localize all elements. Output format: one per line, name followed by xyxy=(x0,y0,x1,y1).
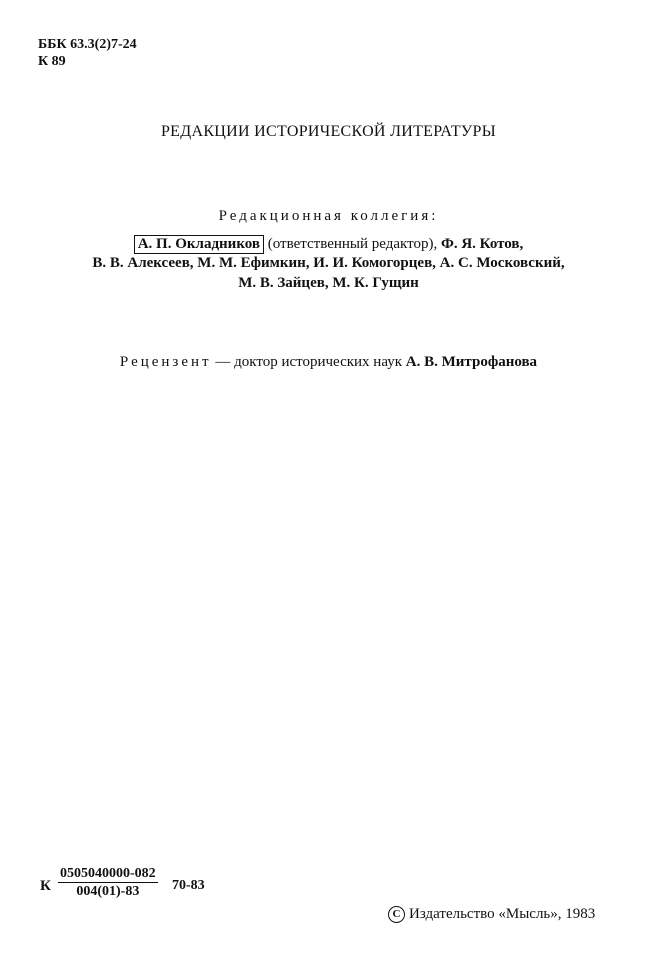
editorial-board-label: Редакционная коллегия: xyxy=(218,208,439,224)
reviewer-line xyxy=(0,354,657,371)
chief-editor-role: (ответственный редактор), xyxy=(267,236,438,252)
copyright-line xyxy=(388,906,595,923)
chief-editor-name: А. П. Окладников xyxy=(134,235,264,254)
department-heading: РЕДАКЦИИ ИСТОРИЧЕСКОЙ ЛИТЕРАТУРЫ xyxy=(160,123,496,140)
code-fraction xyxy=(58,866,158,901)
reviewer-label: Рецензент xyxy=(119,354,212,370)
copyright-icon: C xyxy=(388,906,405,923)
code-denominator: 004(01)-83 xyxy=(76,884,140,899)
editorial-board-line-1 xyxy=(0,235,657,254)
author-mark: К 89 xyxy=(38,54,66,69)
board-member-kotov: Ф. Я. Котов, xyxy=(440,236,524,252)
editorial-board-line-3: М. В. Зайцев, М. К. Гущин xyxy=(238,275,419,291)
reviewer-title: доктор исторических наук xyxy=(234,354,403,370)
code-numerator: 0505040000-082 xyxy=(60,866,156,881)
bbk-index: ББК 63.3(2)7-24 xyxy=(38,37,137,52)
code-tail: 70-83 xyxy=(172,878,205,893)
classification-block xyxy=(38,36,137,70)
editorial-board-line-2: В. В. Алексеев, М. М. Ефимкин, И. И. Комогорцев, А. С. Московский, xyxy=(92,255,565,271)
copyright-text: Издательство «Мысль», 1983 xyxy=(409,906,596,922)
reviewer-name: А. В. Митрофанова xyxy=(405,354,538,370)
code-letter: К xyxy=(40,878,51,894)
reviewer-dash: — xyxy=(211,354,235,370)
